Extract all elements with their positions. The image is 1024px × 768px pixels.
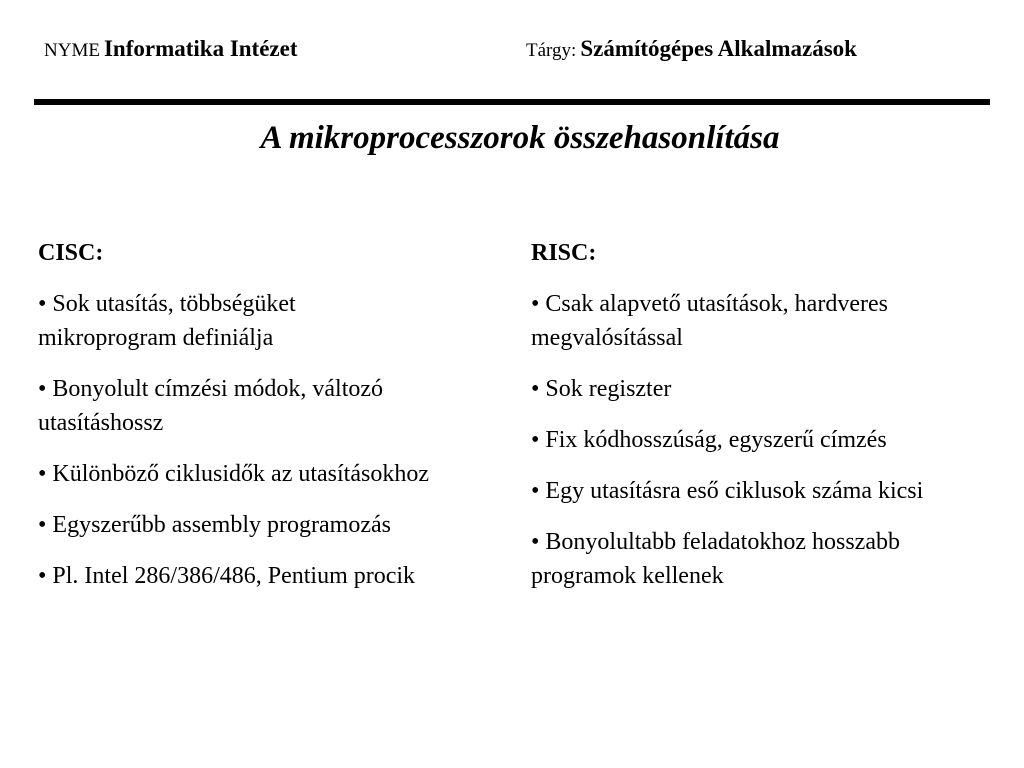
risc-item: • Csak alapvető utasítások, hardveres megvalósítással <box>531 291 888 351</box>
cisc-item: • Bonyolult címzési módok, változó utasításhossz <box>38 376 384 436</box>
risc-item: • Fix kódhosszúság, egyszerű címzés <box>531 427 887 453</box>
header-divider <box>34 99 990 105</box>
risc-heading: RISC: <box>531 240 597 266</box>
institute-name: Informatika Intézet <box>103 36 298 61</box>
header-institute <box>44 36 298 62</box>
institute-prefix: NYME <box>44 40 100 61</box>
cisc-heading: CISC: <box>38 240 104 266</box>
subject-name: Számítógépes Alkalmazások <box>580 36 857 61</box>
slide-title: A mikroprocesszorok összehasonlítása <box>260 120 780 156</box>
cisc-item: • Különböző ciklusidők az utasításokhoz <box>38 461 429 487</box>
cisc-list <box>38 287 518 593</box>
cisc-item: • Egyszerűbb assembly programozás <box>38 512 391 538</box>
risc-column <box>531 236 1006 610</box>
header-subject <box>526 36 857 62</box>
risc-list <box>531 287 1006 593</box>
cisc-item: • Sok utasítás, többségüket mikroprogram definiálja <box>38 291 296 351</box>
cisc-column <box>38 236 518 610</box>
risc-item: • Bonyolultabb feladatokhoz hosszabb programok kellenek <box>531 529 900 589</box>
subject-prefix: Tárgy: <box>526 40 577 61</box>
risc-item: • Sok regiszter <box>531 376 672 402</box>
cisc-item: • Pl. Intel 286/386/486, Pentium procik <box>38 563 416 589</box>
risc-item: • Egy utasításra eső ciklusok száma kicsi <box>531 478 924 504</box>
